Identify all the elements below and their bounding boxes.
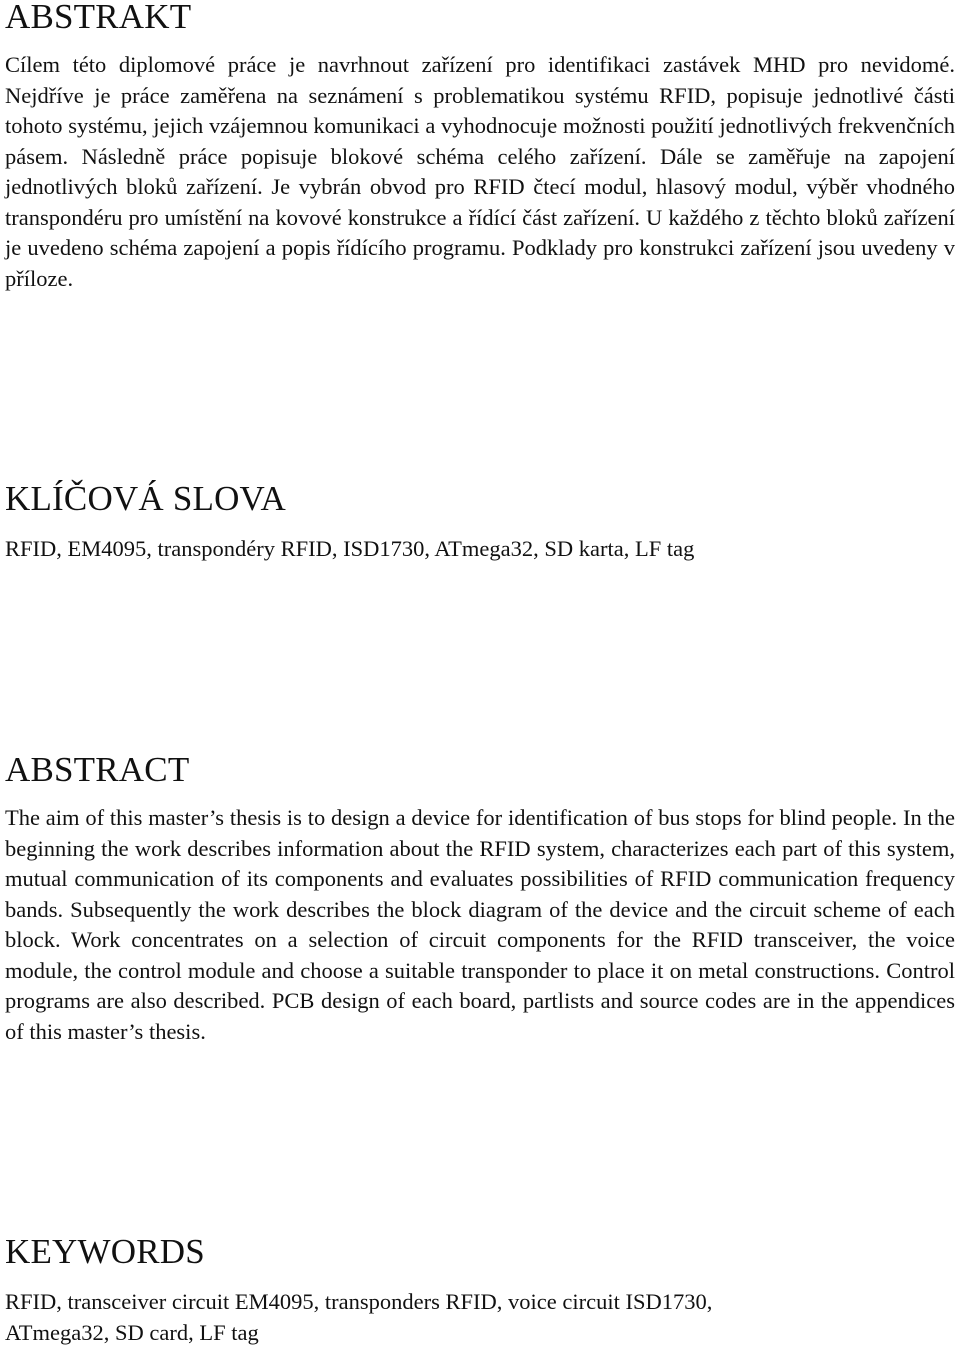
keywords-line-2: ATmega32, SD card, LF tag (5, 1318, 955, 1348)
klicova-slova-heading: KLÍČOVÁ SLOVA (5, 480, 286, 518)
abstrakt-text: Cílem této diplomové práce je navrhnout zařízení pro identifikaci zastávek MHD pro nevidomé. Nejdříve je práce zaměřena na seznámení s problematikou systému RFID, popisuje jednotlivé části tohoto systému, jejich vzájemnou komunikaci a vyhodnocuje možnosti použití jednotlivých frekvenčních pásem. Následně práce popisuje blokové schéma celého zařízení. Dále se zaměřuje na zapojení jednotlivých bloků zařízení. Je vybrán obvod pro RFID čtecí modul, hlasový modul, výběr vhodného transpondéru pro umístění na kovové konstrukce a řídící část zařízení. U každého z těchto bloků zařízení je uvedeno schéma zapojení a popis řídícího programu. Podklady pro konstrukci zařízení jsou uvedeny v příloze. (5, 50, 955, 294)
klicova-slova-text: RFID, EM4095, transpondéry RFID, ISD1730, ATmega32, SD karta, LF tag (5, 534, 955, 565)
abstrakt-heading: ABSTRAKT (5, 0, 191, 36)
keywords-heading: KEYWORDS (5, 1233, 205, 1271)
keywords-text (5, 1287, 955, 1348)
abstract-heading: ABSTRACT (5, 751, 189, 789)
keywords-line-1: RFID, transceiver circuit EM4095, transponders RFID, voice circuit ISD1730, (5, 1287, 955, 1318)
abstract-text: The aim of this master’s thesis is to design a device for identification of bus stops for blind people. In the beginning the work describes information about the RFID system, characterizes each part of this system, mutual communication of its components and evaluates possibilities of RFID communication frequency bands. Subsequently the work describes the block diagram of the device and the circuit scheme of each block. Work concentrates on a selection of circuit components for the RFID transceiver, the voice module, the control module and choose a suitable transponder to place it on metal constructions. Control programs are also described. PCB design of each board, partlists and source codes are in the appendices of this master’s thesis. (5, 803, 955, 1047)
